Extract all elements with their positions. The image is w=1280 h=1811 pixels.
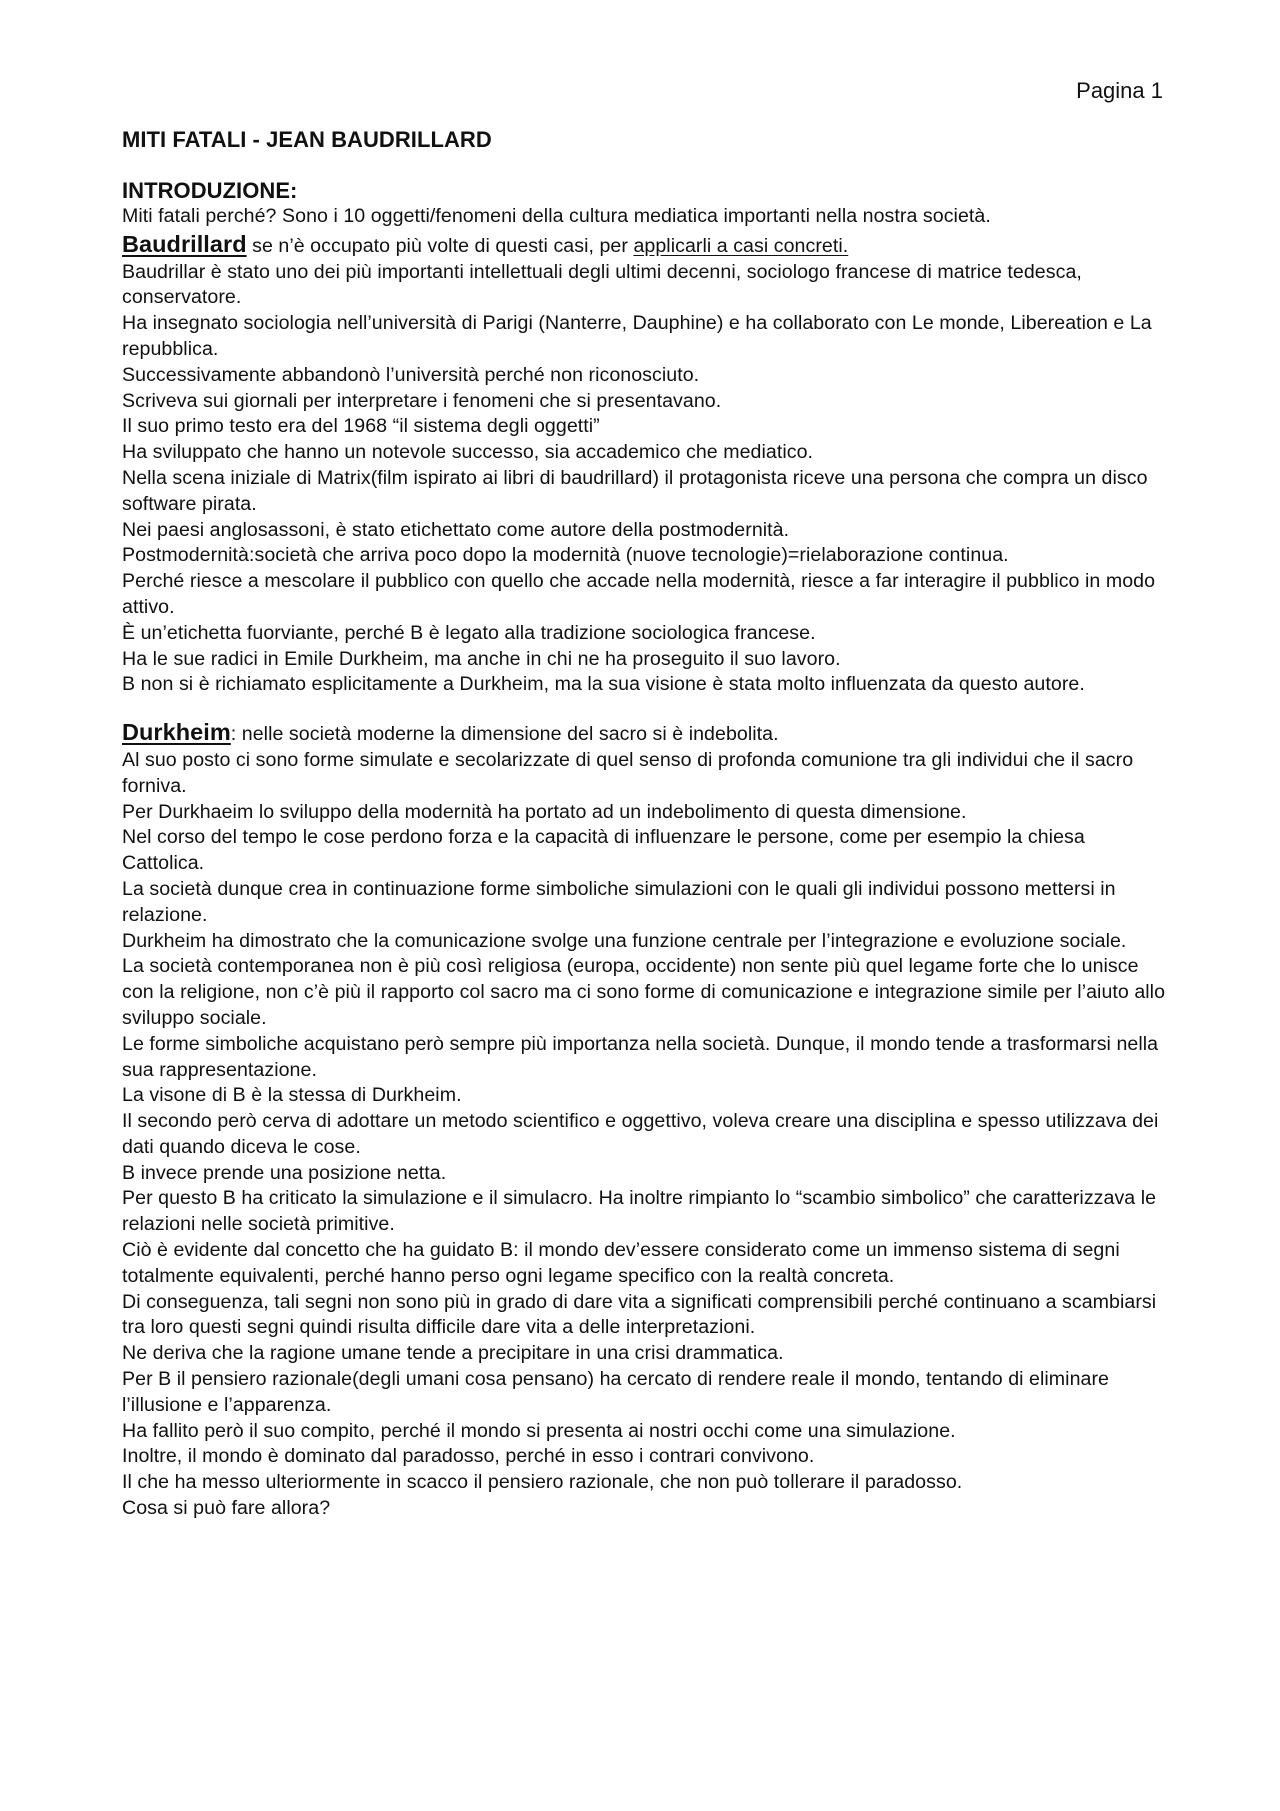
document-title: MITI FATALI - JEAN BAUDRILLARD: [122, 127, 492, 152]
durkheim-paragraph-list: [122, 748, 1172, 1522]
paragraph: B non si è richiamato esplicitamente a Durkheim, ma la sua visione è stata molto influenzata da questo autore.: [122, 673, 1085, 696]
paragraph: Al suo posto ci sono forme simulate e secolarizzate di quel senso di profonda comunione tra gli individui che il sacro forniva.: [122, 748, 1134, 797]
paragraph: Ha sviluppato che hanno un notevole successo, sia accademico che mediatico.: [122, 441, 814, 464]
paragraph: Scriveva sui giornali per interpretare i fenomeni che si presentavano.: [122, 389, 722, 412]
paragraph: Per Durkhaeim lo sviluppo della modernità ha portato ad un indebolimento di questa dimensione.: [122, 800, 967, 823]
baudrillard-text: se n’è occupato più volte di questi casi, per: [246, 234, 634, 257]
paragraph: Durkheim ha dimostrato che la comunicazione svolge una funzione centrale per l’integrazione e evoluzione sociale.: [122, 929, 1127, 952]
section-spacer: [122, 698, 1172, 720]
paragraph: Il suo primo testo era del 1968 “il sistema degli oggetti”: [122, 415, 600, 438]
paragraph: È un’etichetta fuorviante, perché B è legato alla tradizione sociologica francese.: [122, 621, 816, 644]
paragraph: Perché riesce a mescolare il pubblico con quello che accade nella modernità, riesce a far interagire il pubblico in modo attivo.: [122, 570, 1156, 618]
paragraph: Nel corso del tempo le cose perdono forza e la capacità di influenzare le persone, come per esempio la chiesa Cattolica.: [122, 826, 1085, 875]
document-body: [122, 126, 1172, 1522]
paragraph: Ha le sue radici in Emile Durkheim, ma anche in chi ne ha proseguito il suo lavoro.: [122, 647, 841, 670]
paragraph: Ha fallito però il suo compito, perché il mondo si presenta ai nostri occhi come una simulazione.: [122, 1419, 956, 1442]
paragraph: Successivamente abbandonò l’università perché non riconosciuto.: [122, 363, 700, 386]
intro-paragraph-list: [122, 260, 1172, 699]
intro-paragraph: Miti fatali perché? Sono i 10 oggetti/fenomeni della cultura mediatica importanti nella nostra società.: [122, 205, 991, 227]
paragraph: Nella scena iniziale di Matrix(film ispirato ai libri di baudrillard) il protagonista riceve una persona che compra un disco software pirata.: [122, 466, 1148, 515]
page-number: Pagina 1: [1076, 78, 1163, 103]
paragraph: La società contemporanea non è più così religiosa (europa, occidente) non sente più quel legame forte che lo unisce con la religione, non c’è più il rapporto col sacro ma ci sono forme di comunicazione e integrazione simile per l’aiuto allo sviluppo sociale.: [122, 955, 1166, 1029]
paragraph: Le forme simboliche acquistano però sempre più importanza nella società. Dunque, il mondo tende a trasformarsi nella sua rappresentazione.: [122, 1032, 1159, 1081]
durkheim-term: Durkheim: [122, 719, 231, 746]
durkheim-paragraph: [122, 720, 1172, 748]
paragraph: Cosa si può fare allora?: [122, 1497, 331, 1520]
baudrillard-paragraph: [122, 232, 1172, 260]
paragraph: Ne deriva che la ragione umane tende a precipitare in una crisi drammatica.: [122, 1342, 784, 1365]
paragraph: Ciò è evidente dal concetto che ha guidato B: il mondo dev’essere considerato come un immenso sistema di segni totalmente equivalenti, perché hanno perso ogni legame specifico con la realtà concreta.: [122, 1239, 1120, 1287]
paragraph: La società dunque crea in continuazione forme simboliche simulazioni con le quali gli individui possono mettersi in relazione.: [122, 877, 1116, 926]
paragraph: Inoltre, il mondo è dominato dal paradosso, perché in esso i contrari convivono.: [122, 1445, 815, 1468]
paragraph: Per questo B ha criticato la simulazione e il simulacro. Ha inoltre rimpianto lo “scambio simbolico” che caratterizzava le relazioni nelle società primitive.: [122, 1187, 1157, 1236]
paragraph: Il secondo però cerva di adottare un metodo scientifico e oggettivo, voleva creare una disciplina e spesso utilizzava dei dati quando diceva le cose.: [122, 1110, 1159, 1158]
durkheim-text: : nelle società moderne la dimensione del sacro si è indebolita.: [230, 723, 779, 746]
section-title: INTRODUZIONE:: [122, 178, 298, 203]
baudrillard-term: Baudrillard: [122, 230, 247, 257]
paragraph: Nei paesi anglosassoni, è stato etichettato come autore della postmodernità.: [122, 518, 790, 541]
paragraph: La visone di B è la stessa di Durkheim.: [122, 1084, 462, 1107]
paragraph: B invece prende una posizione netta.: [122, 1161, 447, 1184]
paragraph: Per B il pensiero razionale(degli umani cosa pensano) ha cercato di rendere reale il mondo, tentando di eliminare l’illusione e l’apparenza.: [122, 1368, 1109, 1416]
paragraph: Ha insegnato sociologia nell’università di Parigi (Nanterre, Dauphine) e ha collaborato con Le monde, Libereation e La repubblica.: [122, 312, 1152, 360]
paragraph: Postmodernità:società che arriva poco dopo la modernità (nuove tecnologie)=rielaborazione continua.: [122, 544, 1009, 567]
paragraph: Di conseguenza, tali segni non sono più in grado di dare vita a significati comprensibili perché continuano a scambiarsi tra loro questi segni quindi risulta difficile dare vita a delle interpretazioni.: [122, 1290, 1157, 1339]
paragraph: Baudrillar è stato uno dei più importanti intellettuali degli ultimi decenni, sociologo francese di matrice tedesca, conservatore.: [122, 260, 1082, 309]
baudrillard-underlined-text: applicarli a casi concreti.: [633, 234, 849, 257]
paragraph: Il che ha messo ulteriormente in scacco il pensiero razionale, che non può tollerare il paradosso.: [122, 1471, 963, 1494]
